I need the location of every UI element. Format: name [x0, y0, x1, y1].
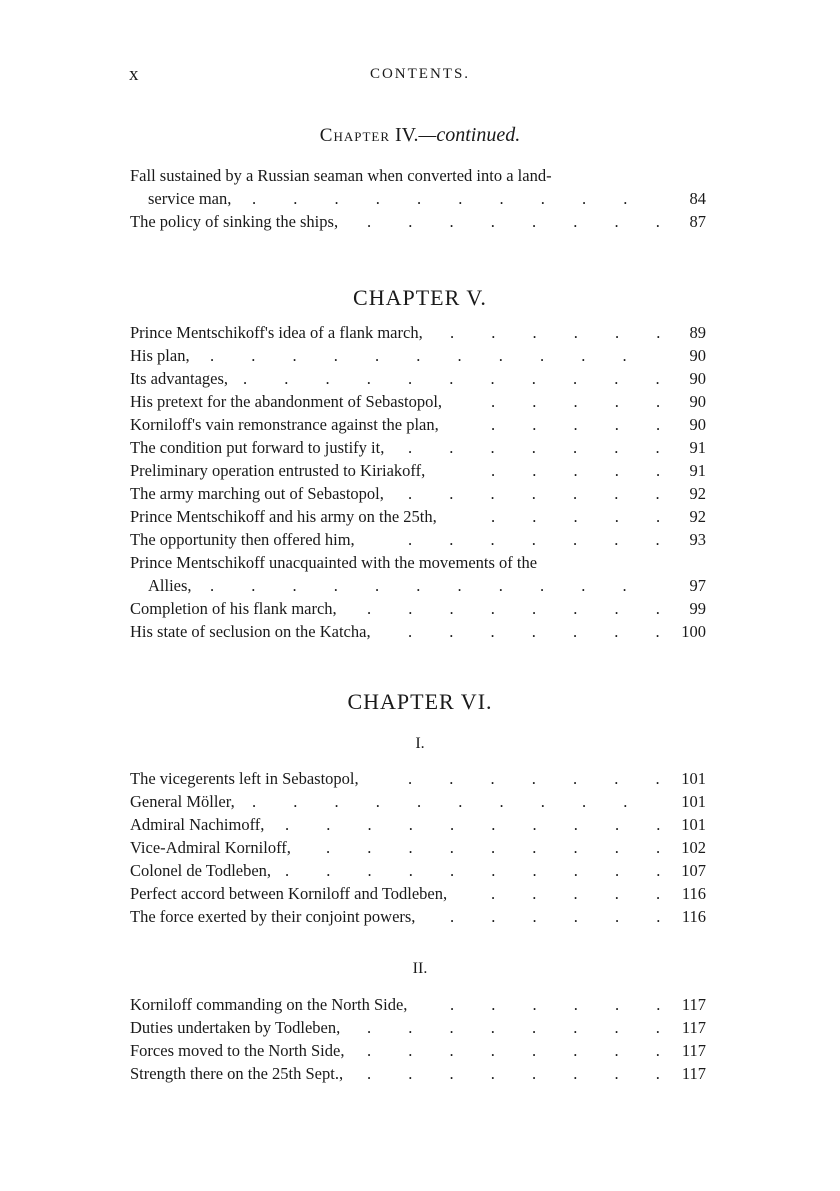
toc-entry-title: The vicegerents left in Sebastopol,	[130, 769, 359, 788]
toc-entry	[130, 413, 706, 436]
dot-leader: . . . . . . . . . .	[285, 815, 661, 834]
dot-leader: . . . . . . .	[408, 622, 660, 641]
toc-entry-title: Completion of his flank march,	[130, 599, 337, 618]
toc-entry-title: His pretext for the abandonment of Sebastopol,	[130, 392, 443, 411]
dot-leader: . . . . . . .	[408, 769, 660, 788]
toc-entry	[130, 505, 706, 528]
toc-entry	[130, 210, 706, 233]
toc-page-number: 116	[681, 907, 706, 926]
dot-leader: . . . . . . .	[408, 438, 660, 457]
dot-leader: . . . . . . . .	[367, 212, 660, 231]
toc-page-number: 101	[681, 792, 706, 811]
toc-page-number: 101	[681, 815, 706, 834]
chapter-6-section-1-label: I.	[415, 735, 425, 752]
toc-entry	[130, 344, 706, 367]
chapter-4-entries	[130, 164, 706, 233]
toc-page-number: 101	[681, 769, 706, 788]
toc-entry-title: service man,	[148, 189, 232, 208]
chapter-4-label: Chapter	[319, 125, 391, 146]
toc-entry	[130, 367, 706, 390]
running-head-title: CONTENTS.	[369, 66, 471, 82]
toc-entry	[130, 436, 706, 459]
dot-leader: . . . . . . . .	[367, 1018, 660, 1037]
dot-leader: . . . . . . . . . .	[252, 189, 661, 208]
chapter-6-heading: CHAPTER VI.	[347, 689, 493, 714]
toc-entry-title: Strength there on the 25th Sept.,	[130, 1064, 344, 1083]
toc-entry	[130, 1062, 706, 1085]
toc-entry-title: The force exerted by their conjoint powers,	[130, 907, 416, 926]
chapter-4-heading	[0, 124, 840, 147]
toc-page-number: 117	[681, 995, 706, 1014]
toc-page-number: 90	[689, 346, 706, 365]
toc-entry	[130, 187, 706, 210]
dot-leader: . . . . . . . .	[367, 1064, 660, 1083]
dot-leader: . . . . .	[491, 392, 661, 411]
toc-page-number: 91	[689, 438, 706, 457]
toc-page-number: 93	[689, 530, 706, 549]
dot-leader: . . . . . . . .	[367, 1041, 660, 1060]
chapter-6-section-2-entries	[130, 993, 706, 1085]
dot-leader: . . . . .	[491, 507, 661, 526]
toc-entry	[130, 459, 706, 482]
toc-entry-title: Forces moved to the North Side,	[130, 1041, 345, 1060]
toc-entry	[130, 1016, 706, 1039]
toc-page-number: 97	[689, 576, 706, 595]
chapter-6-section-2-label: II.	[412, 960, 428, 977]
toc-entry-title: Allies,	[148, 576, 192, 595]
toc-entry	[130, 164, 706, 187]
running-head	[0, 64, 840, 88]
toc-entry	[130, 620, 706, 643]
toc-entry	[130, 1039, 706, 1062]
dot-leader: . . . . .	[491, 461, 661, 480]
dot-leader: . . . . .	[491, 884, 661, 903]
toc-page-number: 99	[689, 599, 706, 618]
toc-page-number: 84	[689, 189, 706, 208]
chapter-6-section-1-entries	[130, 767, 706, 928]
toc-entry	[130, 597, 706, 620]
dot-leader: . . . . . . . . . . .	[210, 576, 660, 595]
toc-page-number: 91	[689, 461, 706, 480]
toc-entry	[130, 993, 706, 1016]
toc-entry-title: Korniloff's vain remonstrance against the plan,	[130, 415, 439, 434]
toc-entry-title: Perfect accord between Korniloff and Todleben,	[130, 884, 448, 903]
toc-entry-title: Preliminary operation entrusted to Kiriakoff,	[130, 461, 426, 480]
toc-page-number: 90	[689, 369, 706, 388]
toc-entry-title: Admiral Nachimoff,	[130, 815, 265, 834]
dot-leader: . . . . . . . . . . .	[210, 346, 660, 365]
toc-entry	[130, 321, 706, 344]
toc-entry-title: Vice-Admiral Korniloff,	[130, 838, 291, 857]
dot-leader: . . . . . . .	[408, 484, 660, 503]
dot-leader: . . . . . .	[450, 995, 661, 1014]
toc-entry-title: His state of seclusion on the Katcha,	[130, 622, 371, 641]
toc-page-number: 92	[689, 484, 706, 503]
toc-entry-title: Prince Mentschikoff's idea of a flank march,	[130, 323, 423, 342]
toc-page-number: 102	[681, 838, 706, 857]
toc-entry-title: Duties undertaken by Todleben,	[130, 1018, 341, 1037]
toc-entry	[130, 528, 706, 551]
toc-entry	[130, 574, 706, 597]
dot-leader: . . . . . .	[450, 907, 661, 926]
dot-leader: . . . . . . . . . . .	[243, 369, 660, 388]
toc-entry-title: Fall sustained by a Russian seaman when converted into a land-	[130, 166, 552, 185]
dot-leader: . . . . . . . . . .	[285, 861, 661, 880]
dot-leader: . . . . . . . . . .	[252, 792, 661, 811]
toc-page-number: 117	[681, 1018, 706, 1037]
toc-page-number: 89	[689, 323, 706, 342]
toc-page-number: 107	[681, 861, 706, 880]
toc-page-number: 117	[681, 1041, 706, 1060]
toc-entry-title: The army marching out of Sebastopol,	[130, 484, 384, 503]
toc-page-number: 90	[689, 392, 706, 411]
toc-page-number: 92	[689, 507, 706, 526]
chapter-4-number: IV.	[395, 124, 419, 146]
toc-entry-title: General Möller,	[130, 792, 235, 811]
toc-entry	[130, 813, 706, 836]
toc-entry-title: The policy of sinking the ships,	[130, 212, 339, 231]
toc-page-number: 100	[681, 622, 706, 641]
toc-entry	[130, 551, 706, 574]
toc-entry-title: Prince Mentschikoff and his army on the 25th,	[130, 507, 437, 526]
toc-entry	[130, 905, 706, 928]
toc-entry-title: Korniloff commanding on the North Side,	[130, 995, 408, 1014]
toc-entry-title: The opportunity then offered him,	[130, 530, 355, 549]
page-folio: x	[129, 64, 139, 85]
toc-entry	[130, 390, 706, 413]
toc-page-number: 117	[681, 1064, 706, 1083]
dot-leader: . . . . . . . . .	[326, 838, 661, 857]
toc-entry	[130, 767, 706, 790]
chapter-5-entries	[130, 321, 706, 643]
dot-leader: . . . . . . . .	[367, 599, 660, 618]
toc-entry-title: The condition put forward to justify it,	[130, 438, 385, 457]
toc-entry-title: His plan,	[130, 346, 190, 365]
toc-entry	[130, 882, 706, 905]
toc-entry-title: Colonel de Todleben,	[130, 861, 272, 880]
toc-entry	[130, 859, 706, 882]
chapter-4-continued: —continued.	[418, 124, 521, 146]
dot-leader: . . . . . .	[450, 323, 661, 342]
toc-entry	[130, 836, 706, 859]
toc-entry	[130, 482, 706, 505]
toc-page-number: 87	[689, 212, 706, 231]
toc-page-number: 90	[689, 415, 706, 434]
dot-leader: . . . . . . .	[408, 530, 660, 549]
toc-entry-title: Its advantages,	[130, 369, 229, 388]
toc-page-number: 116	[681, 884, 706, 903]
chapter-5-heading: CHAPTER V.	[353, 285, 487, 310]
dot-leader: . . . . .	[491, 415, 661, 434]
toc-entry-title: Prince Mentschikoff unacquainted with the movements of the	[130, 553, 538, 572]
toc-entry	[130, 790, 706, 813]
